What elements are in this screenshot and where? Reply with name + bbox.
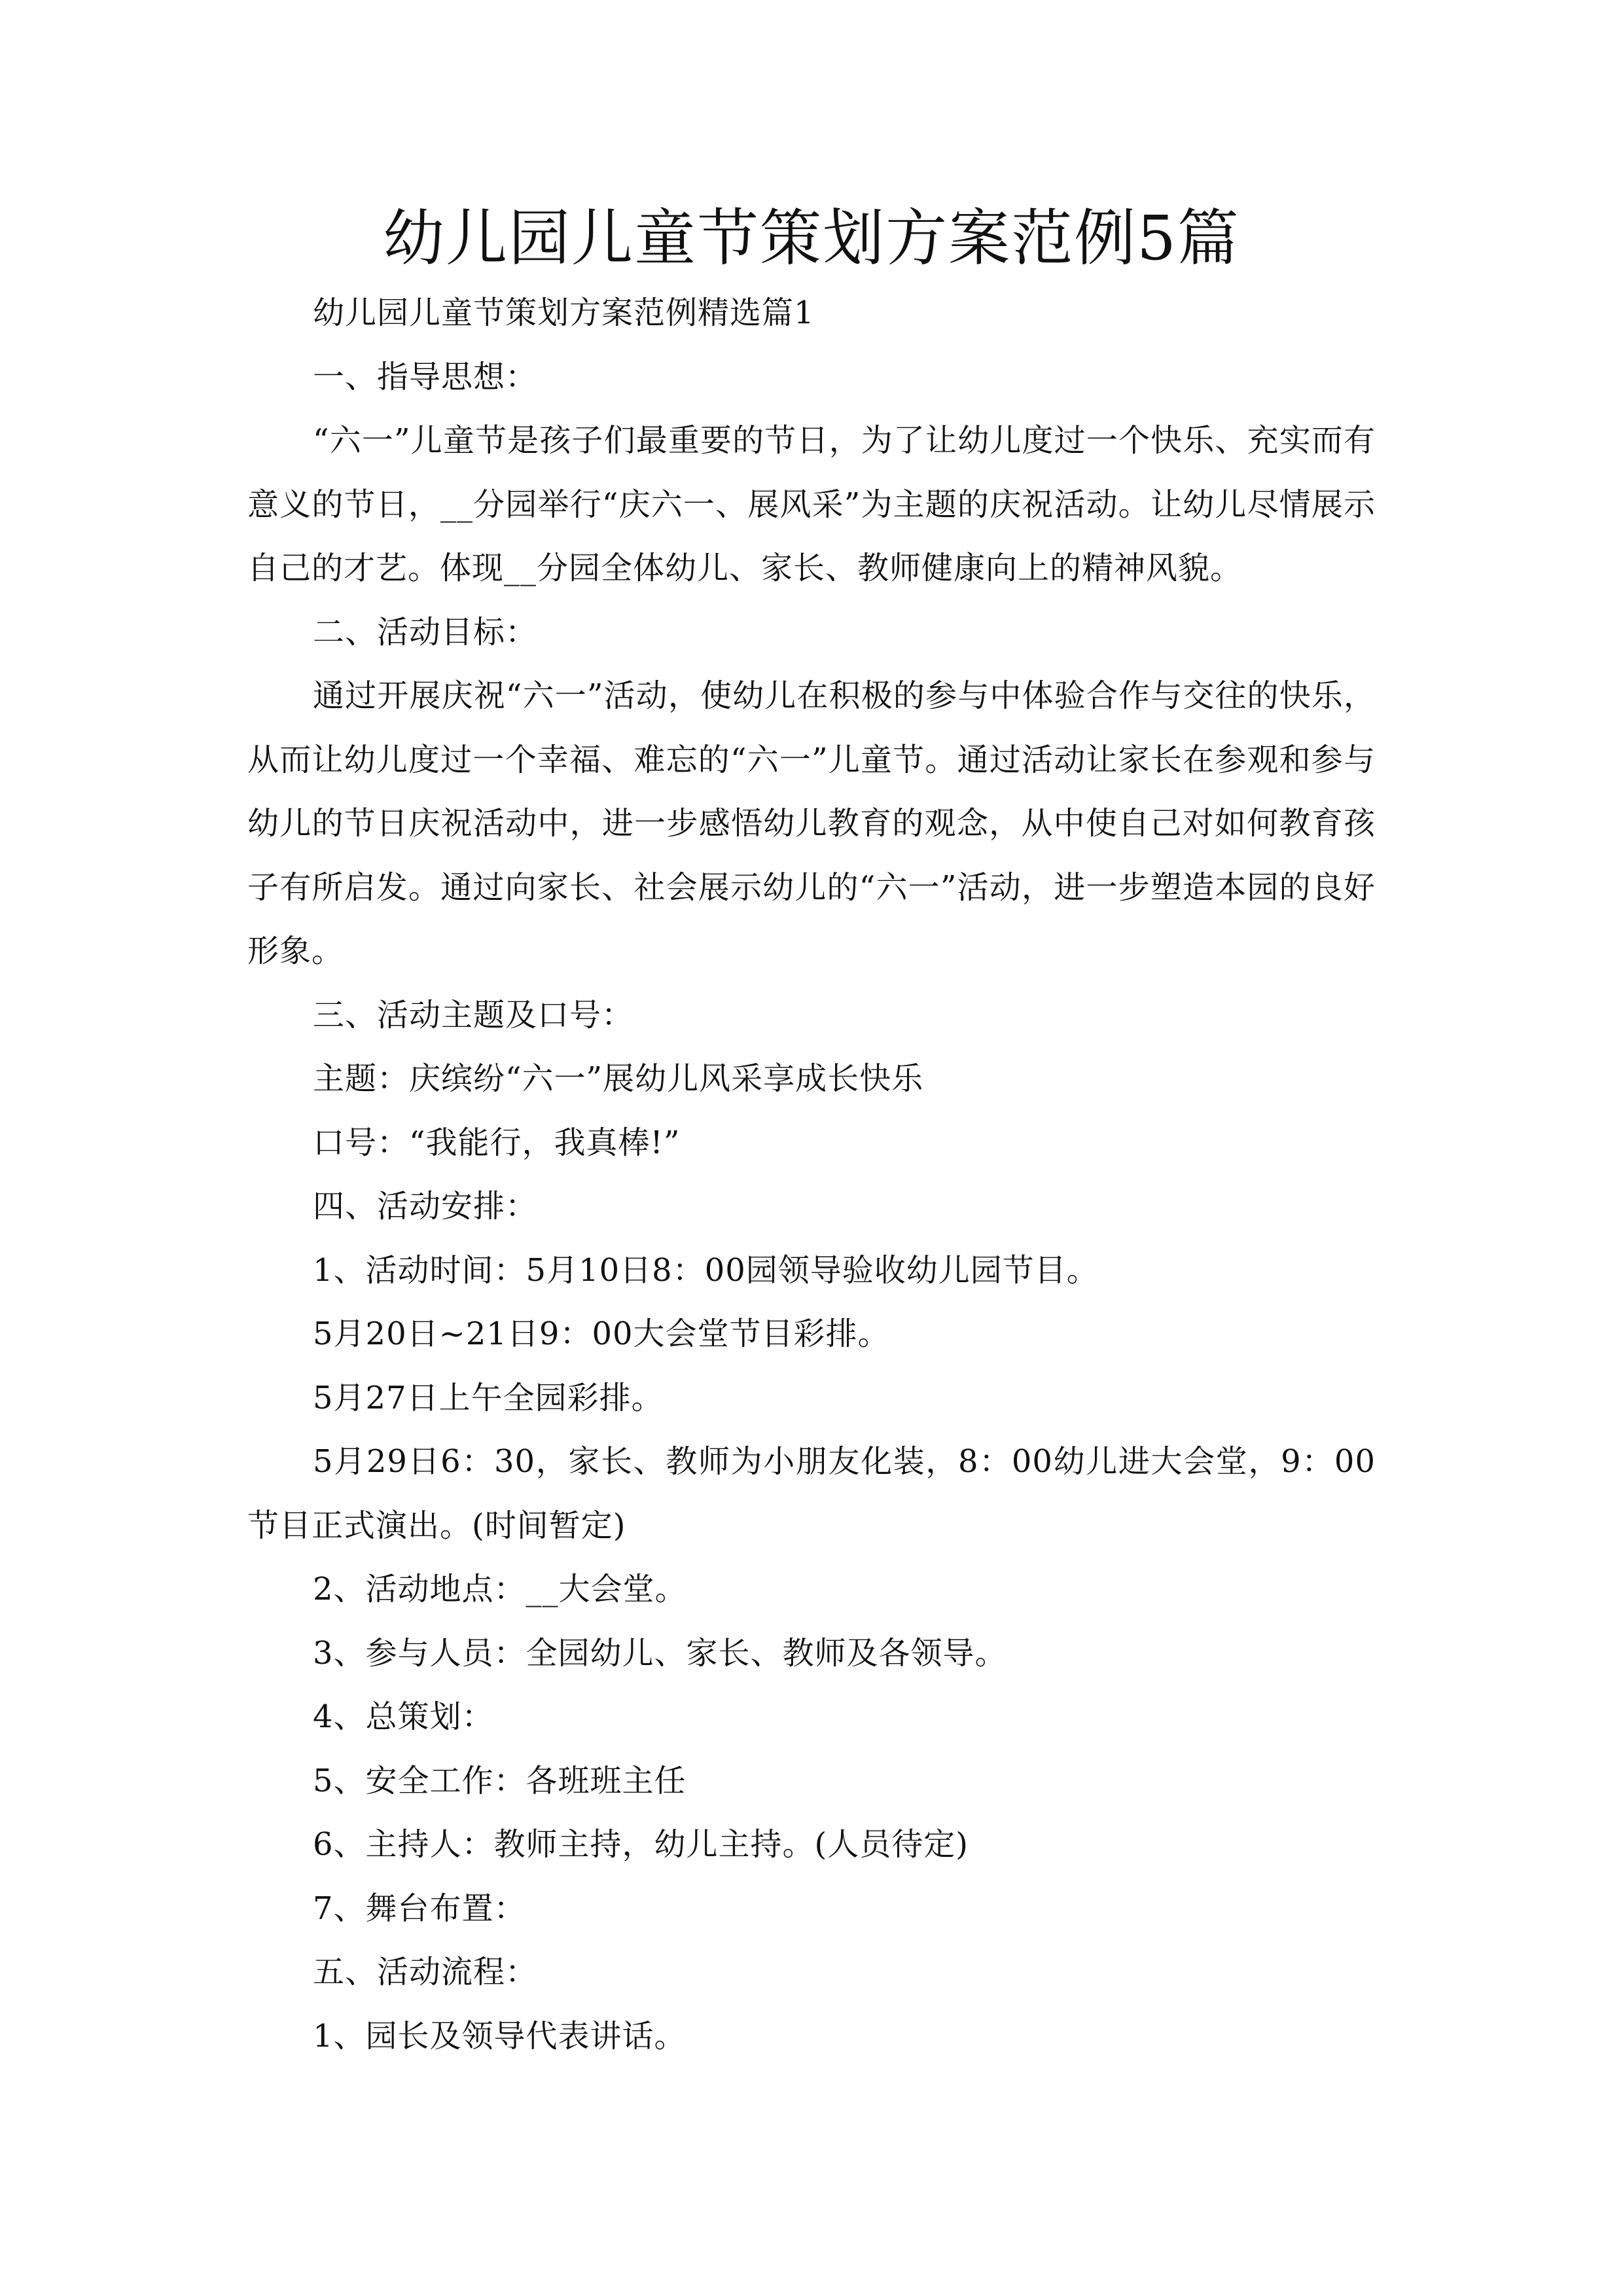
paragraph-safety-work: 5、安全工作：各班班主任	[313, 1762, 687, 1799]
paragraph-stage-setup: 7、舞台布置：	[313, 1890, 526, 1927]
document-body	[247, 281, 1376, 2068]
paragraph-principal-speech: 1、园长及领导代表讲话。	[313, 2017, 687, 2054]
paragraph-full-rehearsal: 5月27日上午全园彩排。	[313, 1379, 664, 1416]
heading-activity-goals: 二、活动目标：	[313, 613, 538, 651]
paragraph-activity-goals: 通过开展庆祝“六一”活动，使幼儿在积极的参与中体验合作与交往的快乐，从而让幼儿度过一个幸福、难忘的“六一”儿童节。通过活动让家长在参观和参与幼儿的节日庆祝活动中，进一步感悟幼儿教育的观念，从中使自己对如何教育孩子有所启发。通过向家长、社会展示幼儿的“六一”活动，进一步塑造本园的良好形象。	[247, 677, 1376, 969]
paragraph-activity-location: 2、活动地点：__大会堂。	[313, 1571, 687, 1607]
heading-activity-arrangement: 四、活动安排：	[313, 1188, 538, 1225]
paragraph-performance-day: 5月29日6：30，家长、教师为小朋友化装，8：00幼儿进大会堂，9：00节目正式演出。(时间暂定)	[247, 1443, 1376, 1544]
paragraph-activity-time: 1、活动时间：5月10日8：00园领导验收幼儿园节目。	[313, 1251, 1099, 1289]
paragraph-host: 6、主持人：教师主持，幼儿主持。(人员待定)	[313, 1826, 969, 1863]
paragraph-slogan: 口号：“我能行，我真棒!”	[313, 1124, 681, 1161]
paragraph-rehearsal: 5月20日~21日9：00大会堂节目彩排。	[313, 1316, 890, 1352]
document-title: 幼儿园儿童节策划方案范例5篇	[383, 203, 1240, 274]
paragraph-participants: 3、参与人员：全园幼儿、家长、教师及各领导。	[313, 1634, 1007, 1672]
section-subtitle: 幼儿园儿童节策划方案范例精选篇1	[313, 295, 815, 331]
heading-theme-slogan: 三、活动主题及口号：	[313, 996, 634, 1033]
heading-activity-flow: 五、活动流程：	[313, 1954, 538, 1990]
paragraph-theme: 主题：庆缤纷“六一”展幼儿风采享成长快乐	[313, 1060, 924, 1097]
paragraph-guiding-ideology: “六一”儿童节是孩子们最重要的节日，为了让幼儿度过一个快乐、充实而有意义的节日，__分园举行“庆六一、展风采”为主题的庆祝活动。让幼儿尽情展示自己的才艺。体现__分园全体幼儿、家长、教师健康向上的精神风貌。	[247, 422, 1376, 586]
heading-guiding-ideology: 一、指导思想：	[313, 358, 538, 395]
paragraph-general-planning: 4、总策划：	[313, 1698, 494, 1735]
